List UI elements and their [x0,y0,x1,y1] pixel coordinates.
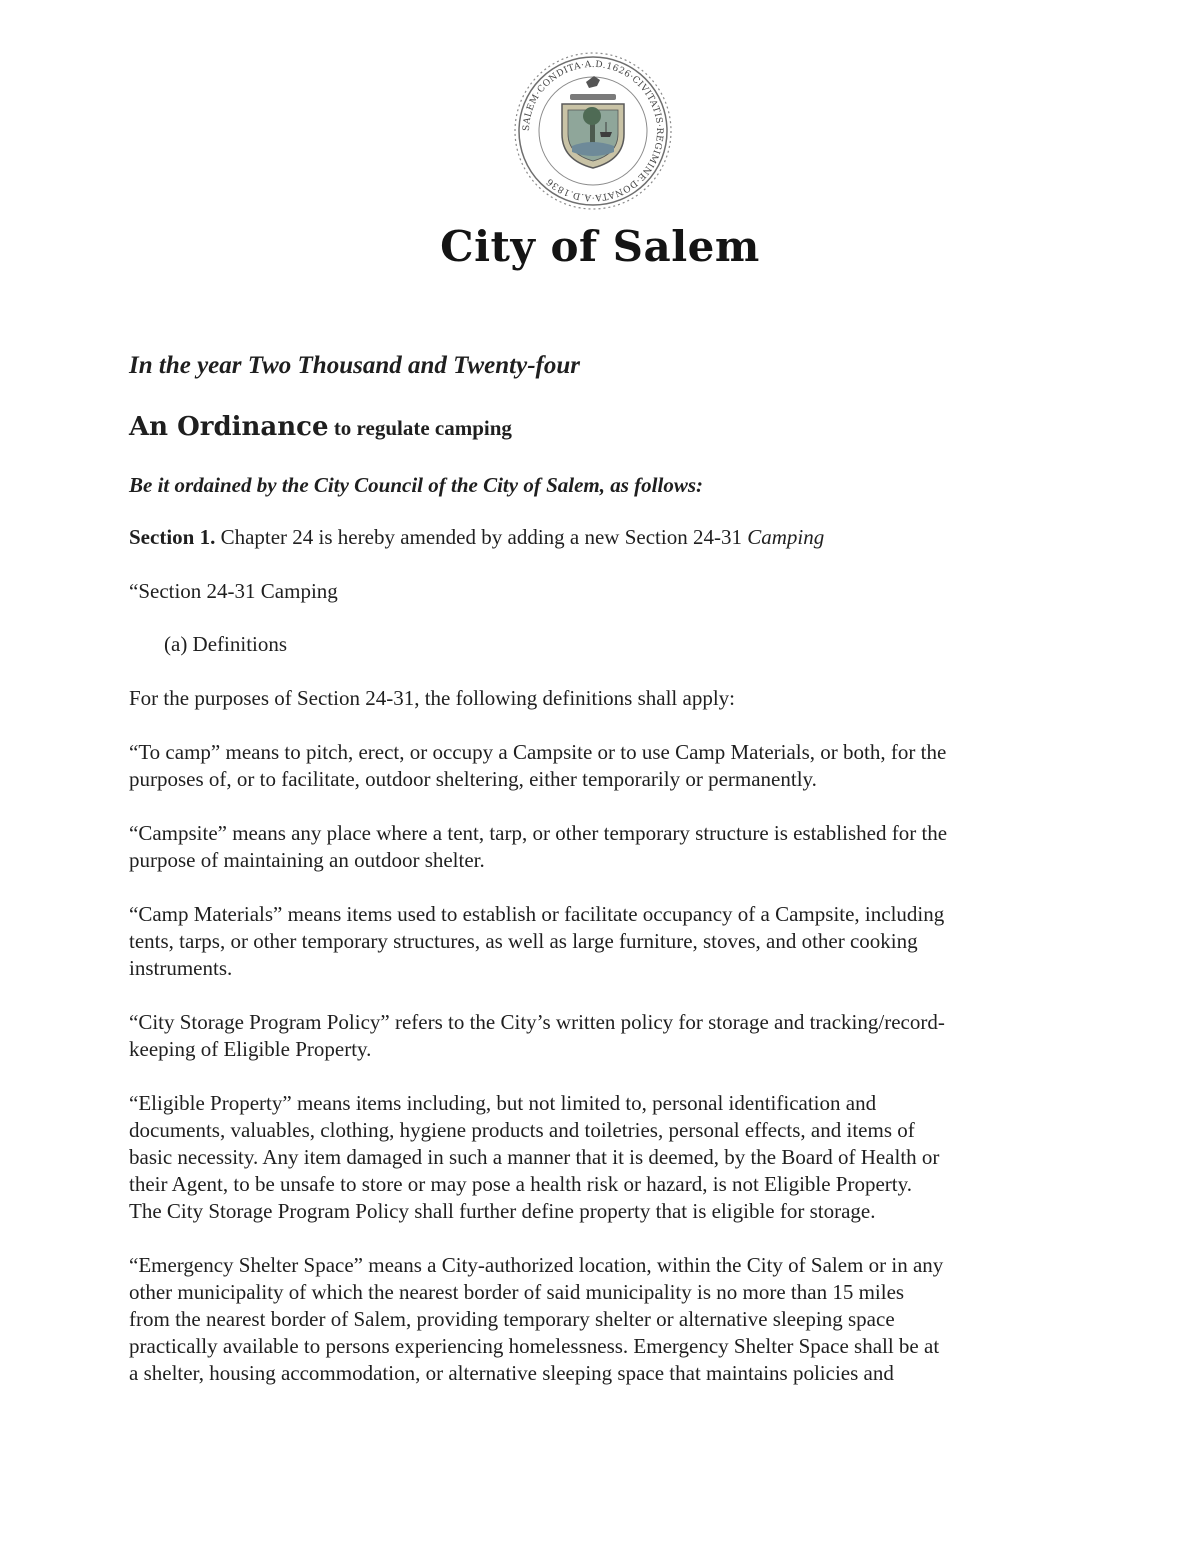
definition-eligible-property [129,1090,1059,1225]
definition-line: The City Storage Program Policy shall further define property that is eligible for storage. [129,1199,876,1223]
ordinance-subject: to regulate camping [333,416,512,440]
seal-ring-text: SALEM·CONDITA·A.D.1626·CIVITATIS·REGIMINE·DONATA·A.D.1836 [521,59,665,203]
definition-line: their Agent, to be unsafe to store or may pose a health risk or hazard, is not Eligible Property. [129,1172,913,1196]
section-1-label: Section 1. [129,525,216,549]
definition-line: documents, valuables, clothing, hygiene products and toiletries, personal effects, and items of [129,1118,915,1142]
ordinance-title: An Ordinance [129,412,329,442]
definition-line: “To camp” means to pitch, erect, or occupy a Campsite or to use Camp Materials, or both, for the [129,740,947,764]
definition-line: practically available to persons experiencing homelessness. Emergency Shelter Space shall be at [129,1334,940,1358]
ordinance-year: In the year Two Thousand and Twenty-four [129,352,580,379]
ordained-line: Be it ordained by the City Council of the City of Salem, as follows: [129,473,704,497]
definition-campsite [129,820,1059,874]
definitions-intro: For the purposes of Section 24-31, the following definitions shall apply: [129,686,736,710]
definition-line: a shelter, housing accommodation, or alternative sleeping space that maintains policies and [129,1361,894,1385]
definition-line: purposes of, or to facilitate, outdoor sheltering, either temporarily or permanently. [129,767,817,791]
definition-emergency-shelter [129,1252,1059,1387]
definition-line: other municipality of which the nearest border of said municipality is no more than 15 miles [129,1280,905,1304]
definition-to-camp [129,739,1059,793]
definition-line: basic necessity. Any item damaged in such a manner that it is deemed, by the Board of Health or [129,1145,940,1169]
definition-line: purpose of maintaining an outdoor shelter. [129,848,485,872]
section-heading: “Section 24-31 Camping [129,579,338,603]
city-title: City of Salem [440,222,760,271]
section-1 [129,524,1059,551]
definitions-heading: (a) Definitions [164,632,288,656]
definition-line: “Camp Materials” means items used to establish or facilitate occupancy of a Campsite, including [129,902,945,926]
city-seal-icon [510,48,676,214]
definition-storage-policy [129,1009,1059,1063]
definition-line: from the nearest border of Salem, providing temporary shelter or alternative sleeping space [129,1307,895,1331]
definition-line: “Emergency Shelter Space” means a City-authorized location, within the City of Salem or in any [129,1253,944,1277]
definition-line: “Eligible Property” means items including, but not limited to, personal identification and [129,1091,877,1115]
section-1-text: Chapter 24 is hereby amended by adding a new Section 24-31 [220,525,742,549]
definition-camp-materials [129,901,1059,982]
definition-line: tents, tarps, or other temporary structures, as well as large furniture, stoves, and other cooking [129,929,918,953]
ordinance-heading [129,414,1059,442]
definition-line: instruments. [129,956,233,980]
definition-line: “City Storage Program Policy” refers to the City’s written policy for storage and tracking/record- [129,1010,945,1034]
section-1-italic: Camping [747,525,825,549]
definition-line: keeping of Eligible Property. [129,1037,372,1061]
definition-line: “Campsite” means any place where a tent, tarp, or other temporary structure is established for the [129,821,948,845]
